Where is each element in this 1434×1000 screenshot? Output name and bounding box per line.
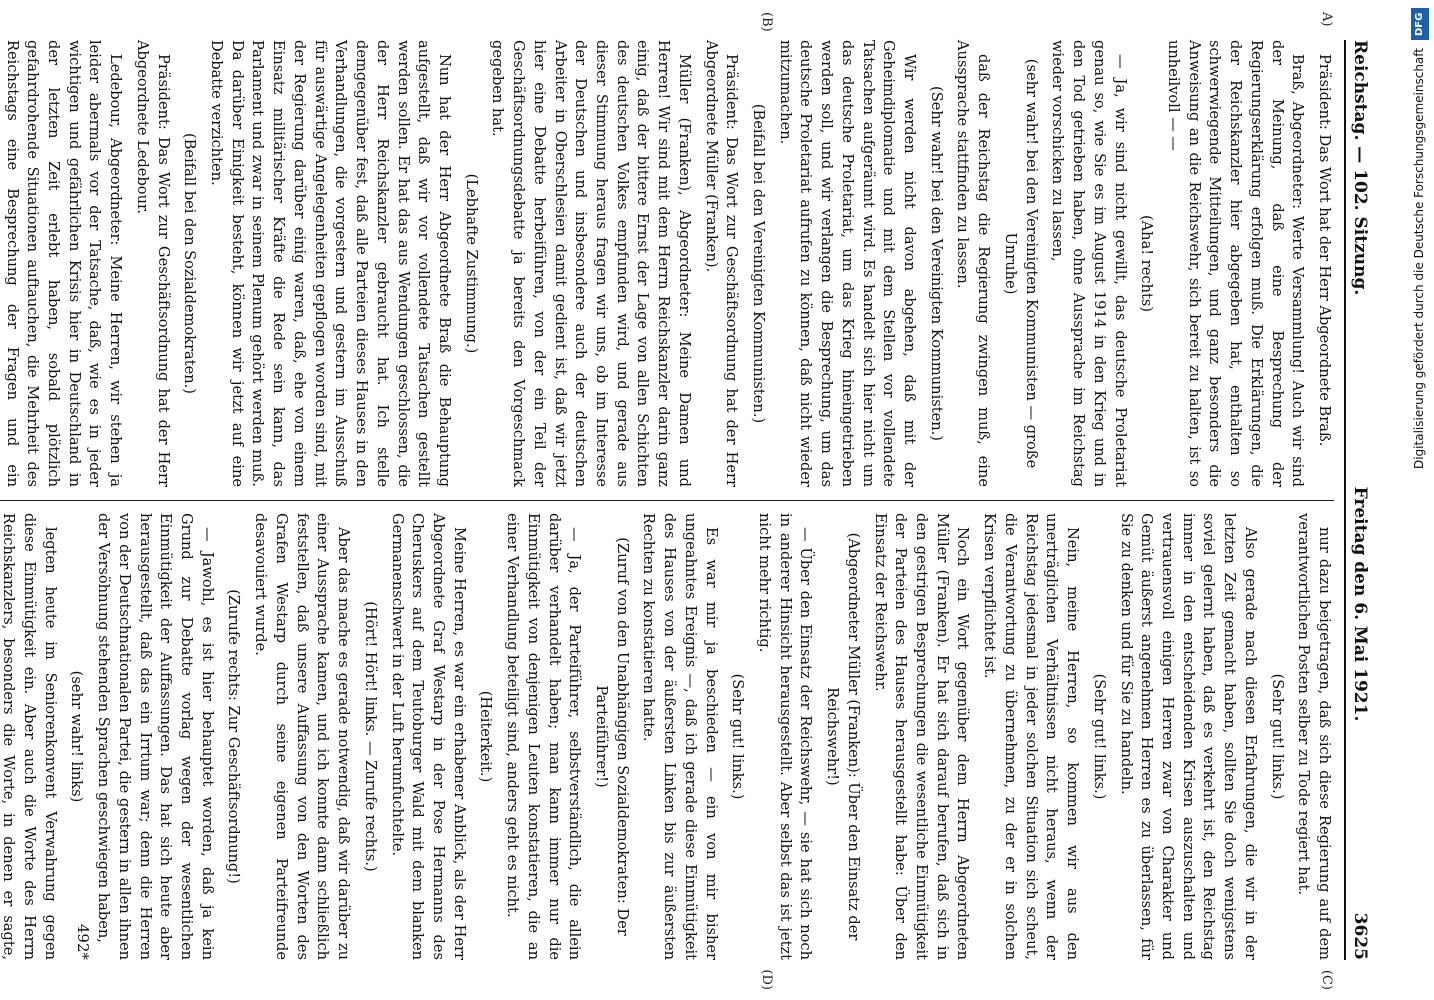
paragraph: Also gerade nach diesen Erfahrungen, die wir in der letzten Zeit gemacht haben, sollten Sie doch wenigstens soviel gelernt haben, daß es verkehrt ist, den Reichstag immer in den entscheidenden Krisen auszuschalten und vertrauensvoll einigen Herren zwar von Charakter und Gemüt äußerst angenehmen Herren es zu überlassen, für Sie zu denken und für Sie zu handeln. bbox=[1117, 513, 1259, 960]
paragraph: (Abgeordneter Müller (Franken): Über den Einsatz der Reichswehr!) bbox=[824, 532, 862, 941]
paragraph: (Heiterkeit.) bbox=[477, 690, 495, 783]
paragraph: — Jawohl, es ist hier behauptet worden, daß ja kein Grund zur Debatte vorlag wegen der wesentlichen Einmütigkeit der Auffassungen. Das hat sich heute aber herausgestellt, daß das ein Irrtum war; denn die Herren von der Deutschnationalen Partei, die gestern in allen ihnen der Versöhnung stehenden Sprachen geschwiegen haben, bbox=[95, 513, 216, 960]
paragraph: legten heute im Seniorenkonvent Verwahrung gegen diese Einmütigkeit ein. Aber auch die Worte des Herrn Reichskanzlers, besonders die Worte, in denen er sagte, bbox=[0, 513, 59, 960]
paragraph: Müller (Franken), Abgeordneter: Meine Damen und Herren! Wir sind mit dem Herrn Reichskanzler darin ganz einig, daß der bittere Ernst der Lage von allen Schichten des deutschen Volkes empfunden wird, und gerade aus dieser Stimmung heraus fragen wir uns, ob im Interesse der Deutschen und insbesondere auch der deutschen Arbeiter in Oberschlesien damit gedient ist, daß wir jetzt hier eine Debatte herbeiführen, von der ein Teil der Geschäftsordnungsdebatte ja bereits den Vorgeschmack gegeben hat. bbox=[489, 40, 693, 487]
header-left: Reichstag. — 102. Sitzung. bbox=[1350, 40, 1370, 296]
paragraph: (Beifall bei den Sozialdemokraten.) bbox=[181, 133, 199, 394]
paragraph: (Zuruf von den Unabhängigen Sozialdemokraten: Der Parteiführer!) bbox=[593, 537, 631, 936]
paragraph: Ledebour, Abgeordneter: Meine Herren, wir stehen ja leider abermals vor der Tatsache, daß, wie es in jeder wichtigen und gefährlichen Krisis hier in Deutschland in der letzten Zeit erlebt haben, sobald plötzlich gefahrdrohende Situationen auftauchen, die Mehrheit des Reichstags eine Besprechung der Fragen und ein bbox=[3, 40, 125, 487]
paragraph: (Sehr gut! links.) bbox=[729, 673, 747, 800]
paragraph: (sehr wahr! links) bbox=[68, 670, 86, 803]
paragraph: — Ja, wir sind nicht gewillt, das deutsche Proletariat genau so, wie Sie es im August 1914 in den Krieg und in den Tod getrieben haben, ohne Aussprache im Reichstag wieder vorschicken zu lassen, bbox=[1049, 40, 1129, 487]
paragraph: Aber das mache es gerade notwendig, daß wir darüber zu einer Aussprache kamen, und ich konnte dann schließlich feststellen, daß unsere Auffassung von den Worten des Grafen Westarp durch seine eigenen Parteifreunde desavouiert wurde. bbox=[252, 513, 353, 960]
paragraph: Nein, meine Herren, so kommen wir aus den unerträglichen Verhältnissen nicht heraus, wenn der Reichstag jedesmal in jeder solchen Situation sich scheut, die Verantwortung zu übernehmen, zu der er in solchen Krisen verpflichtet ist. bbox=[981, 513, 1082, 960]
paragraph: (Zurufe rechts: Zur Geschäftsordnung!) bbox=[225, 589, 243, 884]
paragraph: nur dazu beigetragen, daß sich diese Regierung auf dem verantwortlichen Posten selber zu Tode regiert hat. bbox=[1295, 513, 1333, 960]
dfg-funding-note: Digitalisierung gefördert durch die Deutsche Forschungsgemeinschaft bbox=[1412, 48, 1426, 470]
paragraph: (sehr wahr! bei den Vereinigten Kommunisten — große Unruhe) bbox=[1001, 58, 1040, 469]
margin-marker-b: (B) bbox=[759, 12, 774, 32]
paragraph: — Ja, der Parteiführer, selbstverständlich, die allein darüber verhandelt haben; man kann immer nur die Einmütigkeit von denjenigen Leuten konstatieren, die an einer Verhandlung beteiligt sind, anders geht es nicht. bbox=[504, 513, 584, 960]
paragraph: Meine Herren, es war ein erhabener Anblick, als der Herr Abgeordnete Graf Westarp in der Pose Hermanns des Cheruskers auf dem Teutoburger Wald mit dem blanken Germanenschwert in der Luft herumfuchtelte. bbox=[388, 513, 468, 960]
text-columns bbox=[0, 12, 1334, 990]
left-column bbox=[0, 40, 1334, 487]
margin-marker-d: (D) bbox=[759, 969, 774, 990]
paragraph: (Hört! Hört! links. — Zurufe rechts.) bbox=[361, 601, 379, 872]
paragraph: Nun hat der Herr Abgeordnete Braß die Behauptung aufgestellt, daß wir vor vollendete Tatsachen gestellt werden sollen. Er hat das aus Wendungen geschlossen, die der Herr Reichskanzler gebraucht hat. Ich stelle demgegenüber fest, daß alle Parteien dieses Hauses in den Verhandlungen, die vorgestern und gestern im Ausschuß für auswärtige Angelegenheiten gepflogen worden sind, mit der Regierung darüber einig waren, daß, ehe von einem Einsatz militärischer Kräfte die Rede sein kann, das Parlament und zwar in seinem Plenum gehört werden muß. Da darüber Einigkeit besteht, können wir jetzt auf eine Debatte verzichten. bbox=[208, 40, 453, 487]
paragraph: — Über den Einsatz der Reichswehr, — sie hat sich noch in anderer Hinsicht herausgestellt. Aber selbst das ist jetzt nicht mehr richtig. bbox=[756, 513, 815, 960]
paragraph: (Aha! rechts) bbox=[1138, 214, 1156, 313]
page-footer-signature: 492* bbox=[74, 923, 92, 960]
column-divider bbox=[0, 500, 1334, 501]
page-number: 3625 bbox=[1350, 912, 1370, 960]
paragraph: (Beifall bei den Vereinigten Kommunisten.) bbox=[750, 103, 768, 424]
paragraph: Präsident: Das Wort zur Geschäftsordnung hat der Herr Abgeordnete Müller (Franken). bbox=[702, 40, 741, 487]
paragraph: (Sehr gut! links.) bbox=[1090, 673, 1108, 800]
paragraph: Braß, Abgeordneter: Werte Versammlung! Auch wir sind der Meinung, daß eine Besprechung der Regierungserklärung erfolgen muß. Die Erklärungen, die der Reichskanzler hier abgegeben hat, enthalten so schwerwiegende Mitteilungen, und ganz besonders die Anweisung an die Reichswehr, sich bereit zu halten, ist so unheilvoll — — bbox=[1164, 40, 1307, 487]
paragraph: Präsident: Das Wort hat der Herr Abgeordnete Braß. bbox=[1316, 54, 1333, 447]
paragraph: Noch ein Wort gegenüber dem Herrn Abgeordneten Müller (Franken). Er hat sich darauf berufen, daß sich in den gestrigen Besprechungen die wesentliche Einmütigkeit der Parteien des Hauses herausgestellt habe: Über den Einsatz der Reichswehr. bbox=[871, 513, 972, 960]
right-column bbox=[0, 513, 1334, 960]
margin-marker-c: (C) bbox=[1319, 969, 1334, 990]
dfg-sidebar bbox=[1408, 0, 1432, 1000]
paragraph: daß der Reichstag die Regierung zwingen muß, eine Aussprache stattfinden zu lassen. bbox=[954, 40, 993, 487]
header-date: Freitag den 6. Mai 1921. bbox=[1350, 486, 1370, 722]
paragraph: (Sehr gut! links.) bbox=[1268, 673, 1286, 800]
paragraph: Es war mir ja beschieden — ein von mir bisher ungeahntes Ereignis —, daß ich gerade diese Einmütigkeit des Hauses von der äußersten Linken bis zur äußersten Rechten zu konstatieren hatte. bbox=[640, 513, 720, 960]
paragraph: (Lebhafte Zustimmung.) bbox=[462, 173, 480, 354]
page-header bbox=[1344, 40, 1370, 960]
paragraph: (Sehr wahr! bei den Vereinigten Kommunisten.) bbox=[927, 86, 945, 441]
margin-marker-a: A) bbox=[1319, 12, 1334, 27]
paragraph: Präsident: Das Wort zur Geschäftsordnung hat der Herr Abgeordnete Ledebour. bbox=[133, 40, 172, 487]
paragraph: Wir werden nicht davon abgehen, daß mit der Geheimdiplomatie und mit dem Stellen vor vollendete Tatsachen aufgeräumt wird. Es handelt sich hier nicht um das deutsche Proletariat, um das Krieg hineingetrieben werden soll, und wir verlangen die Besprechung, um das deutsche Proletariat aufrufen zu können, daß nicht wieder mitzumachen. bbox=[776, 40, 919, 487]
dfg-logo: DFG bbox=[1411, 8, 1429, 40]
